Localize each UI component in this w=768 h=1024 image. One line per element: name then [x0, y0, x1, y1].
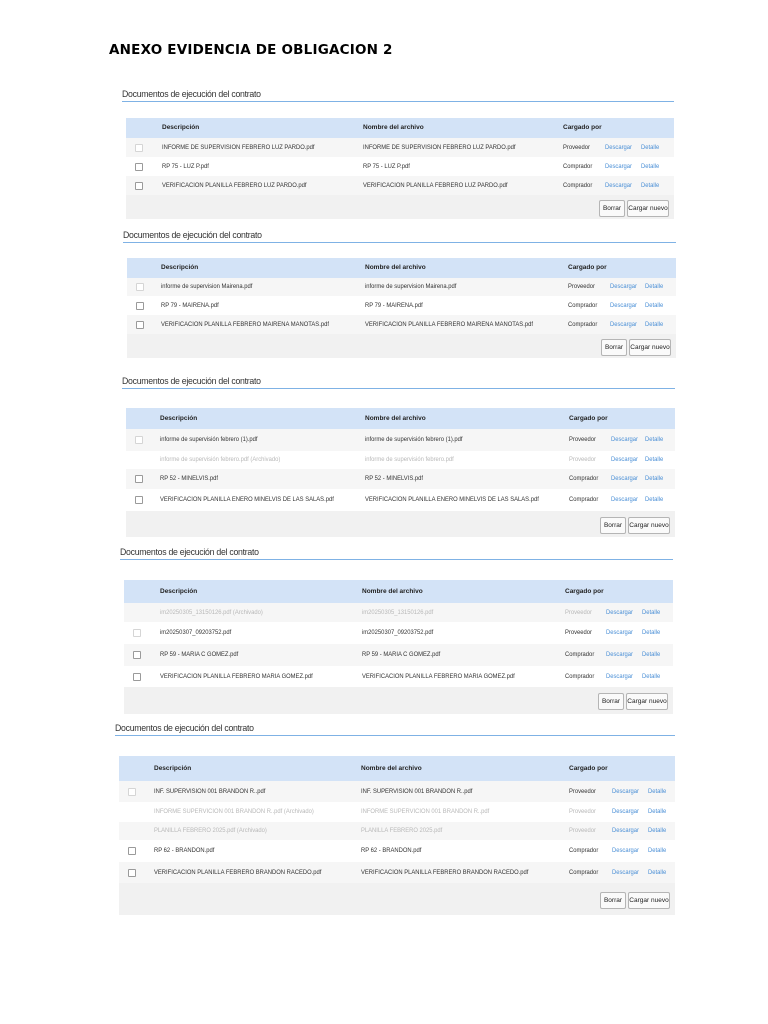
row-uploaded-by: Proveedor — [563, 143, 590, 151]
table-row — [126, 469, 675, 489]
row-checkbox[interactable] — [128, 788, 136, 796]
delete-button[interactable]: Borrar — [599, 200, 625, 217]
section-heading: Documentos de ejecución del contrato — [120, 547, 259, 558]
row-uploaded-by: Comprador — [565, 672, 595, 680]
row-checkbox[interactable] — [135, 496, 143, 504]
table-header — [127, 258, 676, 278]
documents-table — [119, 756, 675, 915]
table-header — [126, 408, 675, 429]
detail-link[interactable]: Detalle — [642, 629, 661, 636]
documents-table — [126, 408, 675, 537]
download-link[interactable]: Descargar — [606, 651, 633, 658]
column-header-description: Descripción — [162, 124, 200, 131]
table-row — [119, 781, 675, 802]
table-row — [124, 622, 673, 644]
column-header-filename: Nombre del archivo — [362, 587, 423, 595]
detail-link[interactable]: Detalle — [648, 868, 667, 876]
table-row — [127, 296, 676, 315]
table-row — [119, 802, 675, 822]
row-checkbox[interactable] — [136, 283, 144, 291]
table-row — [127, 278, 676, 296]
row-checkbox[interactable] — [136, 302, 144, 310]
delete-button[interactable]: Borrar — [601, 339, 627, 356]
column-header-filename: Nombre del archivo — [365, 264, 426, 271]
table-row — [119, 840, 675, 862]
detail-link[interactable]: Detalle — [648, 847, 667, 854]
row-checkbox[interactable] — [128, 847, 136, 855]
row-description: INFORME DE SUPERVISION FEBRERO LUZ PARDO.pdf — [162, 143, 315, 151]
row-description: informe de supervisión febrero.pdf (Archivado) — [160, 456, 281, 463]
table-row — [119, 822, 675, 840]
table-row — [124, 603, 673, 622]
row-filename: INFORME SUPERVICION 001 BRANDON R..pdf — [361, 808, 490, 815]
download-link[interactable]: Descargar — [606, 672, 633, 680]
table-header — [124, 580, 673, 603]
upload-new-button[interactable]: Cargar nuevo — [627, 200, 669, 217]
documents-table — [127, 258, 676, 358]
download-link[interactable]: Descargar — [610, 301, 637, 309]
download-link[interactable]: Descargar — [606, 629, 633, 636]
row-filename: im20250305_13150126.pdf — [362, 608, 434, 616]
download-link[interactable]: Descargar — [605, 143, 632, 151]
row-description: VERIFICACION PLANILLA FEBRERO BRANDON RACEDO.pdf — [154, 868, 322, 876]
column-header-filename: Nombre del archivo — [365, 414, 426, 422]
download-link[interactable]: Descargar — [612, 847, 639, 854]
row-filename: informe de supervisión febrero.pdf — [365, 456, 454, 463]
row-description: im20250307_09203752.pdf — [160, 629, 232, 636]
row-filename: INFORME DE SUPERVISION FEBRERO LUZ PARDO.pdf — [363, 143, 516, 151]
row-uploaded-by: Comprador — [569, 496, 599, 503]
download-link[interactable]: Descargar — [612, 827, 639, 834]
detail-link[interactable]: Detalle — [641, 143, 660, 151]
row-uploaded-by: Proveedor — [565, 608, 592, 616]
row-checkbox[interactable] — [135, 182, 143, 190]
table-row — [127, 315, 676, 334]
row-description: VERIFICACION PLANILLA FEBRERO MAIRENA MANOTAS.pdf — [161, 320, 329, 328]
row-filename: informe de supervisión febrero (1).pdf — [365, 436, 463, 443]
row-uploaded-by: Comprador — [568, 320, 598, 328]
row-checkbox[interactable] — [133, 629, 141, 637]
row-filename: VERIFICACION PLANILLA FEBRERO MARIA GOMEZ.pdf — [362, 672, 515, 680]
table-row — [124, 666, 673, 687]
download-link[interactable]: Descargar — [611, 456, 638, 463]
table-header — [119, 756, 675, 781]
table-header — [126, 118, 674, 138]
detail-link[interactable]: Detalle — [648, 787, 667, 795]
column-header-uploaded-by: Cargado por — [569, 414, 608, 422]
row-checkbox[interactable] — [135, 475, 143, 483]
row-checkbox[interactable] — [135, 144, 143, 152]
detail-link[interactable]: Detalle — [641, 162, 660, 170]
row-filename: im20250307_09203752.pdf — [362, 629, 434, 636]
table-row — [126, 157, 674, 176]
row-checkbox[interactable] — [133, 673, 141, 681]
row-uploaded-by: Proveedor — [568, 283, 595, 290]
row-description: informe de supervision Mairena.pdf — [161, 283, 253, 290]
detail-link[interactable]: Detalle — [645, 436, 664, 443]
page-title: ANEXO EVIDENCIA DE OBLIGACION 2 — [109, 42, 393, 58]
detail-link[interactable]: Detalle — [645, 475, 664, 482]
download-link[interactable]: Descargar — [612, 787, 639, 795]
row-filename: VERIFICACION PLANILLA ENERO MINELVIS DE LAS SALAS.pdf — [365, 496, 539, 503]
column-header-uploaded-by: Cargado por — [568, 264, 607, 271]
detail-link[interactable]: Detalle — [645, 283, 664, 290]
table-row — [119, 862, 675, 883]
row-description: VERIFICACION PLANILLA FEBRERO MARIA GOMEZ.pdf — [160, 672, 313, 680]
column-header-description: Descripción — [154, 764, 192, 772]
column-header-description: Descripción — [160, 414, 198, 422]
documents-table — [126, 118, 674, 219]
row-description: RP 62 - BRANDON.pdf — [154, 847, 215, 854]
row-uploaded-by: Comprador — [569, 868, 599, 876]
section-divider — [115, 735, 675, 736]
section-heading: Documentos de ejecución del contrato — [122, 376, 261, 387]
row-uploaded-by: Comprador — [563, 162, 593, 170]
row-filename: informe de supervision Mairena.pdf — [365, 283, 457, 290]
row-description: RP 79 - MAIRENA.pdf — [161, 301, 219, 309]
delete-button[interactable]: Borrar — [600, 517, 626, 534]
row-filename: INF. SUPERVISION 001 BRANDON R..pdf — [361, 787, 473, 795]
row-description: PLANILLA FEBRERO 2025.pdf (Archivado) — [154, 827, 267, 834]
table-row — [126, 451, 675, 469]
column-header-description: Descripción — [160, 587, 198, 595]
row-description: RP 75 - LUZ P.pdf — [162, 162, 209, 170]
table-row — [126, 489, 675, 511]
detail-link[interactable]: Detalle — [645, 496, 664, 503]
upload-new-button[interactable]: Cargar nuevo — [629, 339, 671, 356]
row-description: INFORME SUPERVICION 001 BRANDON R..pdf (Archivado) — [154, 808, 314, 815]
table-row — [126, 429, 675, 451]
row-uploaded-by: Comprador — [563, 181, 593, 189]
delete-button[interactable]: Borrar — [600, 892, 626, 909]
row-filename: VERIFICACION PLANILLA FEBRERO MAIRENA MANOTAS.pdf — [365, 320, 533, 328]
delete-button[interactable]: Borrar — [598, 693, 624, 710]
row-uploaded-by: Proveedor — [569, 436, 596, 443]
download-link[interactable]: Descargar — [610, 320, 637, 328]
row-uploaded-by: Comprador — [565, 651, 595, 658]
row-checkbox[interactable] — [135, 163, 143, 171]
table-row — [126, 138, 674, 157]
row-filename: RP 79 - MAIRENA.pdf — [365, 301, 423, 309]
section-heading: Documentos de ejecución del contrato — [122, 89, 261, 100]
row-uploaded-by: Proveedor — [569, 827, 596, 834]
column-header-uploaded-by: Cargado por — [565, 587, 604, 595]
upload-new-button[interactable]: Cargar nuevo — [628, 517, 670, 534]
detail-link[interactable]: Detalle — [642, 672, 661, 680]
row-description: informe de supervisión febrero (1).pdf — [160, 436, 258, 443]
download-link[interactable]: Descargar — [605, 181, 632, 189]
detail-link[interactable]: Detalle — [645, 301, 664, 309]
row-checkbox[interactable] — [133, 651, 141, 659]
row-description: INF. SUPERVISION 001 BRANDON R..pdf — [154, 787, 266, 795]
row-uploaded-by: Comprador — [569, 475, 599, 482]
download-link[interactable]: Descargar — [605, 162, 632, 170]
row-description: RP 52 - MINELVIS.pdf — [160, 475, 218, 482]
upload-new-button[interactable]: Cargar nuevo — [628, 892, 670, 909]
row-checkbox[interactable] — [128, 869, 136, 877]
row-filename: PLANILLA FEBRERO 2025.pdf — [361, 827, 443, 834]
detail-link[interactable]: Detalle — [645, 320, 664, 328]
row-filename: RP 59 - MARIA C GOMEZ.pdf — [362, 651, 441, 658]
row-description: VERIFICACION PLANILLA FEBRERO LUZ PARDO.pdf — [162, 181, 307, 189]
column-header-filename: Nombre del archivo — [363, 124, 424, 131]
row-filename: RP 52 - MINELVIS.pdf — [365, 475, 423, 482]
row-filename: RP 62 - BRANDON.pdf — [361, 847, 422, 854]
table-row — [124, 644, 673, 666]
documents-table — [124, 580, 673, 714]
section-divider — [122, 101, 674, 102]
download-link[interactable]: Descargar — [612, 868, 639, 876]
section-divider — [123, 242, 676, 243]
row-checkbox[interactable] — [136, 321, 144, 329]
row-uploaded-by: Comprador — [568, 301, 598, 309]
download-link[interactable]: Descargar — [611, 436, 638, 443]
column-header-uploaded-by: Cargado por — [569, 764, 608, 772]
download-link[interactable]: Descargar — [606, 608, 633, 616]
column-header-uploaded-by: Cargado por — [563, 124, 602, 131]
detail-link[interactable]: Detalle — [648, 808, 667, 815]
download-link[interactable]: Descargar — [611, 475, 638, 482]
row-uploaded-by: Comprador — [569, 847, 599, 854]
detail-link[interactable]: Detalle — [641, 181, 660, 189]
download-link[interactable]: Descargar — [612, 808, 639, 815]
detail-link[interactable]: Detalle — [645, 456, 664, 463]
section-heading: Documentos de ejecución del contrato — [123, 230, 262, 241]
detail-link[interactable]: Detalle — [648, 827, 667, 834]
row-uploaded-by: Proveedor — [565, 629, 592, 636]
row-uploaded-by: Proveedor — [569, 787, 596, 795]
row-description: RP 59 - MARIA C GOMEZ.pdf — [160, 651, 239, 658]
table-row — [126, 176, 674, 195]
download-link[interactable]: Descargar — [610, 283, 637, 290]
row-checkbox[interactable] — [135, 436, 143, 444]
section-divider — [122, 388, 675, 389]
row-description: im20250305_13150126.pdf (Archivado) — [160, 608, 263, 616]
detail-link[interactable]: Detalle — [642, 608, 661, 616]
upload-new-button[interactable]: Cargar nuevo — [626, 693, 668, 710]
row-filename: RP 75 - LUZ P.pdf — [363, 162, 410, 170]
column-header-description: Descripción — [161, 264, 199, 271]
section-divider — [120, 559, 673, 560]
detail-link[interactable]: Detalle — [642, 651, 661, 658]
column-header-filename: Nombre del archivo — [361, 764, 422, 772]
download-link[interactable]: Descargar — [611, 496, 638, 503]
section-heading: Documentos de ejecución del contrato — [115, 723, 254, 734]
row-uploaded-by: Proveedor — [569, 456, 596, 463]
row-description: VERIFICACION PLANILLA ENERO MINELVIS DE LAS SALAS.pdf — [160, 496, 334, 503]
row-filename: VERIFICACION PLANILLA FEBRERO BRANDON RACEDO.pdf — [361, 868, 529, 876]
row-filename: VERIFICACION PLANILLA FEBRERO LUZ PARDO.pdf — [363, 181, 508, 189]
row-uploaded-by: Proveedor — [569, 808, 596, 815]
